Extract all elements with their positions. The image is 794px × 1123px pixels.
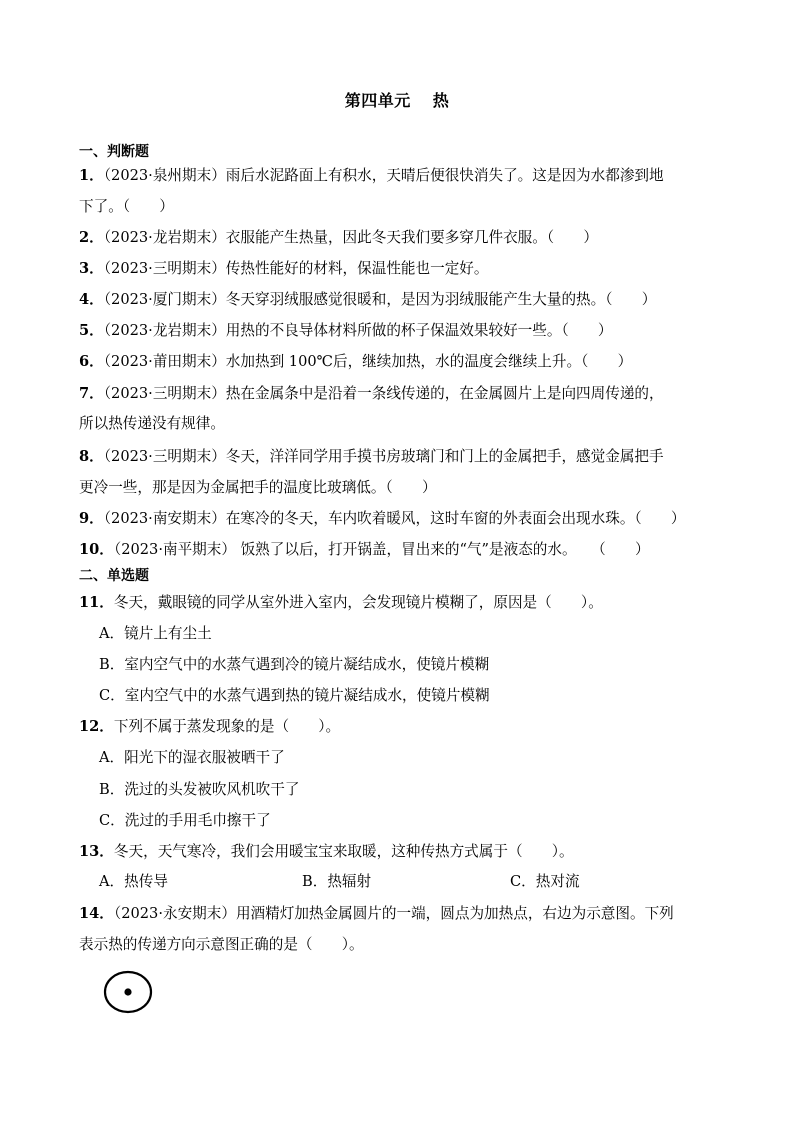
question-number: 14． — [79, 905, 114, 922]
question-number: 12． — [79, 718, 114, 735]
option-13-b: B．热辐射 — [302, 873, 372, 890]
question-12 — [79, 717, 340, 737]
metal-disc-diagram — [103, 969, 155, 1015]
question-text: 冬天，洋洋同学用手摸书房玻璃门和门上的金属把手，感觉金属把手 — [225, 448, 664, 465]
question-13 — [79, 842, 574, 862]
question-7 — [79, 384, 664, 404]
question-text: 在寒冷的冬天，车内吹着暖风，这时车窗的外表面会出现水珠。（ ） — [225, 510, 686, 527]
option-11-c: C．室内空气中的水蒸气遇到热的镜片凝结成水，使镜片模糊 — [99, 687, 490, 704]
question-number: 13． — [79, 843, 114, 860]
question-source: （2023·龙岩期末） — [103, 229, 226, 246]
question-text: 雨后水泥路面上有积水，天晴后便很快消失了。这是因为水都渗到地 — [225, 167, 664, 184]
question-number: 11． — [79, 594, 114, 611]
option-12-c: C．洗过的手用毛巾擦干了 — [99, 812, 271, 829]
question-number: 7． — [79, 385, 104, 402]
question-number: 6． — [79, 353, 104, 370]
question-number: 4． — [79, 291, 104, 308]
question-text: 传热性能好的材料，保温性能也一定好。 — [225, 260, 489, 277]
question-7-continued: 所以热传递没有规律。 — [79, 415, 225, 432]
question-9 — [79, 509, 686, 529]
question-source: （2023·永安期末） — [113, 905, 236, 922]
option-12-a: A．阳光下的湿衣服被晒干了 — [99, 749, 285, 766]
section-heading-choice: 二、单选题 — [79, 568, 149, 584]
question-number: 3． — [79, 260, 104, 277]
question-text: 冬天穿羽绒服感觉很暖和，是因为羽绒服能产生大量的热。（ ） — [225, 291, 657, 308]
question-text: 水加热到 100℃后，继续加热，水的温度会继续上升。（ ） — [225, 353, 633, 370]
metal-disc-svg — [103, 969, 155, 1015]
question-14-continued: 表示热的传递方向示意图正确的是（ ）。 — [79, 936, 364, 953]
option-11-a: A．镜片上有尘土 — [99, 625, 212, 642]
question-source: （2023·三明期末） — [103, 448, 226, 465]
question-source: （2023·莆田期末） — [103, 353, 226, 370]
question-14 — [79, 904, 674, 924]
question-text: 冬天，天气寒冷，我们会用暖宝宝来取暖，这种传热方式属于（ ）。 — [113, 843, 574, 860]
question-source: （2023·南平期末） — [113, 541, 236, 558]
question-text: 衣服能产生热量，因此冬天我们要多穿几件衣服。（ ） — [225, 229, 598, 246]
question-text: 用热的不良导体材料所做的杯子保温效果较好一些。（ ） — [225, 322, 613, 339]
question-source: （2023·龙岩期末） — [103, 322, 226, 339]
question-1 — [79, 166, 664, 186]
question-text: 用酒精灯加热金属圆片的一端，圆点为加热点，右边为示意图。下列 — [235, 905, 674, 922]
question-number: 1． — [79, 167, 104, 184]
question-8 — [79, 447, 664, 467]
question-source: （2023·三明期末） — [103, 385, 226, 402]
title-unit: 第四单元 — [344, 91, 411, 110]
question-8-continued: 更冷一些，那是因为金属把手的温度比玻璃低。（ ） — [79, 479, 437, 496]
page-title — [0, 88, 794, 111]
option-13-a: A．热传导 — [99, 873, 168, 890]
question-3 — [79, 259, 489, 279]
option-13-c: C．热对流 — [510, 873, 580, 890]
question-source: （2023·厦门期末） — [103, 291, 226, 308]
question-source: （2023·南安期末） — [103, 510, 226, 527]
question-number: 2． — [79, 229, 104, 246]
option-12-b: B．洗过的头发被吹风机吹干了 — [99, 781, 300, 798]
question-text: 冬天，戴眼镜的同学从室外进入室内，会发现镜片模糊了，原因是（ ）。 — [113, 594, 603, 611]
question-1-continued: 下了。（ ） — [79, 198, 174, 215]
question-4 — [79, 290, 656, 310]
question-text: 下列不属于蒸发现象的是（ ）。 — [113, 718, 341, 735]
question-text: 饭熟了以后，打开锅盖，冒出来的“气”是液态的水。 （ ） — [235, 541, 650, 558]
question-5 — [79, 321, 613, 341]
heating-point-dot — [124, 988, 131, 995]
question-11 — [79, 593, 603, 613]
question-6 — [79, 352, 632, 372]
title-topic: 热 — [432, 91, 450, 110]
question-2 — [79, 228, 598, 248]
question-10 — [79, 540, 650, 560]
option-11-b: B．室内空气中的水蒸气遇到冷的镜片凝结成水，使镜片模糊 — [99, 656, 490, 673]
section-heading-judgment: 一、判断题 — [79, 144, 149, 160]
question-number: 10． — [79, 541, 114, 558]
question-source: （2023·泉州期末） — [103, 167, 226, 184]
question-number: 8． — [79, 448, 104, 465]
question-number: 5． — [79, 322, 104, 339]
question-source: （2023·三明期末） — [103, 260, 226, 277]
question-number: 9． — [79, 510, 104, 527]
question-text: 热在金属条中是沿着一条线传递的，在金属圆片上是向四周传递的， — [225, 385, 664, 402]
